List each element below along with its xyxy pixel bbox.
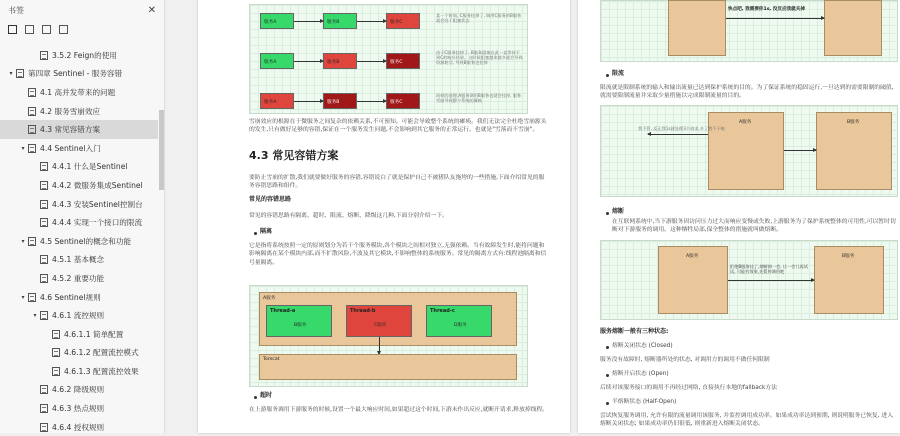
service-a-box-2: 服务A	[260, 53, 294, 69]
tomcat-box: Tomcat	[259, 354, 517, 380]
bookmark-label: 4.5.1 基本概念	[52, 255, 105, 265]
expand-chevron-icon[interactable]: ▾	[21, 237, 25, 245]
page-bookmark-icon	[40, 423, 48, 432]
page-bookmark-icon	[28, 293, 36, 302]
bookmark-label: 4.6 Sentinel规则	[40, 292, 101, 302]
bookmark-item[interactable]	[0, 158, 158, 177]
service-b-box-2: 服务B	[323, 53, 357, 69]
diagram-note-1: 某一个时间, C服务挂掉了, 调用C服务的B服务就会处于阻塞状态	[436, 13, 522, 24]
timeout-service-a	[668, 0, 726, 56]
break-service-b: B服务	[814, 246, 884, 314]
bookmarks-sidebar	[0, 0, 165, 433]
page-bookmark-icon	[40, 218, 48, 227]
paragraph-timeout: 在上游服务调用下游服务的时候,设置一个最大响应时间,如果超过这个时间,下游未作出反应,就断开请求,释放掉线程。	[249, 407, 549, 413]
state-closed: 熔断关闭状态 (Closed)	[612, 343, 673, 349]
bookmark-label: 4.6.1 流控规则	[52, 311, 105, 321]
sidebar-toolbar	[0, 20, 164, 38]
bookmark-item[interactable]	[0, 83, 158, 102]
expand-chevron-icon[interactable]: ▾	[33, 312, 37, 320]
page-bookmark-icon	[40, 274, 48, 283]
bookmark-item[interactable]	[0, 381, 158, 400]
bookmark-label: 4.4.3 安装Sentinel控制台	[52, 199, 143, 209]
expand-chevron-icon[interactable]: ▾	[21, 293, 25, 301]
bookmark-label: 4.6.3 热点规则	[52, 404, 105, 414]
break-service-a: A服务	[658, 246, 728, 314]
page-bookmark-icon	[52, 367, 60, 376]
bookmark-item[interactable]	[0, 325, 158, 344]
page-bookmark-icon	[40, 255, 48, 264]
state-open-desc: 后续对该服务接口的调用不再经过网络, 直接执行本地的fallback方法	[600, 385, 777, 391]
page-bookmark-icon	[52, 348, 60, 357]
bookmark-item[interactable]	[0, 102, 158, 121]
bookmark-item[interactable]	[0, 46, 158, 65]
bookmark-label: 4.6.1.2 配置流控模式	[64, 348, 139, 358]
thread-b-box: Thread-b C服务	[346, 305, 412, 337]
bookmark-item[interactable]	[0, 399, 158, 418]
page-bookmark-icon	[40, 181, 48, 190]
bookmark-item[interactable]	[0, 65, 158, 84]
service-a-box-1: 服务A	[260, 13, 294, 29]
page-bookmark-icon	[40, 200, 48, 209]
bookmark-item[interactable]	[0, 232, 158, 251]
rate-limit-service-a: A服务	[708, 112, 784, 190]
bookmark-item[interactable]	[0, 306, 158, 325]
service-b-box-3: 服务B	[323, 93, 357, 109]
bookmark-label: 4.4.4 实现一个接口的限流	[52, 218, 143, 228]
bookmark-label: 4.5 Sentinel的概念和功能	[40, 236, 132, 246]
state-closed-desc: 服务没有故障时, 熔断器所处的状态, 对调用方的调用不做任何限制	[600, 357, 770, 363]
bookmark-label: 4.6.2 降级规则	[52, 385, 105, 395]
paragraph-circuit-break: 在互联网系统中,当下游服务因访问压力过大而响应变慢或失败,上游服务为了保护系统整体的可用性,可以暂时切断对下游服务的调用。这种牺牲局部,保全整体的措施就叫做熔断。	[612, 219, 896, 234]
page-bookmark-icon	[52, 330, 60, 339]
rate-limit-service-b: B服务	[816, 112, 892, 190]
paragraph-isolation: 它是指将系统按照一定的原则划分为若干个服务模块,各个模块之间相对独立,无强依赖。当有故障发生时,能将问题和影响隔离在某个模块内部,而不扩散风险,不波及其它模块,不影响整体的系统服务。常见的隔离方式有:线程池隔离和信号量隔离。	[249, 243, 547, 266]
paragraph-strategies: 常见的容错思路有隔离、超时、限流、熔断、降级这几种,下面分别介绍一下。	[249, 213, 448, 219]
page-bookmark-icon	[28, 144, 36, 153]
bookmark-label: 4.4.1 什么是Sentinel	[52, 162, 128, 172]
timeout-service-b	[824, 0, 882, 56]
expand-chevron-icon[interactable]: ▾	[21, 144, 25, 152]
sidebar-header	[0, 0, 164, 20]
state-half-open-desc: 尝试恢复服务调用, 允许有限的流量调用该服务, 并监控调用成功率。如果成功率达到预期, 则说明服务已恢复, 进入熔断关闭状态; 如果成功率仍旧很低, 则重新进入熔断关闭状态。	[600, 413, 893, 428]
state-half-open: 半熔断状态 (Half-Open)	[612, 399, 677, 405]
paragraph-rate-limit: 限流就是限制系统的输入和输出流量已达到保护系统的目的。为了保证系统的稳固运行,一旦达到的需要限制的阈值,就需要限制流量并采取少量措施以完成限制流量的目的。	[600, 85, 894, 100]
diagram-note-3: 同样的道理,A服务调用B服务也就会挂掉, 服务雪崩导致整个系统的瘫痪	[436, 93, 522, 104]
document-page-left	[198, 0, 570, 433]
bookmark-item[interactable]	[0, 195, 158, 214]
page-bookmark-icon	[16, 69, 24, 78]
paragraph-intro: 要防止雪崩的扩散,我们就要做好服务的容错,容错说白了就是保护自己不被猪队友拖垮的一些措施,下面介绍常见的服务容错思路和组件。	[249, 175, 545, 190]
thumbnail-view-icon[interactable]	[25, 25, 34, 34]
service-a-container: A服务	[259, 292, 517, 346]
service-c-box-2: 服务C	[386, 53, 420, 69]
bookmark-label: 4.6.1.3 配置流控效果	[64, 366, 139, 376]
delete-bookmark-icon[interactable]	[59, 25, 68, 34]
bookmark-label: 第四章 Sentinel - 服务容错	[28, 69, 123, 79]
sidebar-title: 书签	[8, 5, 24, 15]
bookmark-view-icon[interactable]	[8, 25, 17, 34]
subheading-fault-tolerance: 常见的容错思路	[249, 196, 292, 203]
bookmark-item[interactable]	[0, 251, 158, 270]
bookmark-item[interactable]	[0, 213, 158, 232]
page-bookmark-icon	[40, 311, 48, 320]
expand-chevron-icon[interactable]: ▾	[9, 70, 13, 78]
bullet-isolation: 隔离	[260, 228, 273, 235]
states-title: 服务熔断一般有三种状态:	[600, 328, 669, 335]
bookmark-label: 4.3 常见容错方案	[40, 125, 101, 135]
service-b-box-1: 服务B	[323, 13, 357, 29]
section-heading-4-3: 4.3 常见容错方案	[249, 149, 339, 162]
bookmark-label: 4.4 Sentinel入门	[40, 143, 101, 153]
bookmark-item[interactable]	[0, 120, 158, 139]
page-bookmark-icon	[28, 88, 36, 97]
page-bookmark-icon	[28, 107, 36, 116]
bookmark-label: 4.5.2 重要功能	[52, 273, 105, 283]
bookmark-list	[0, 46, 158, 436]
bookmark-label: 3.5.2 Feign的使用	[52, 50, 117, 60]
thread-c-box: Thread-c D服务	[426, 305, 492, 337]
close-icon[interactable]: ✕	[147, 4, 156, 16]
page-bookmark-icon	[28, 125, 36, 134]
bookmark-item[interactable]	[0, 269, 158, 288]
bookmark-item[interactable]	[0, 288, 158, 307]
bookmark-item[interactable]	[0, 418, 158, 436]
service-c-box-1: 服务C	[386, 13, 420, 29]
bookmark-label: 4.4.2 微服务集成Sentinel	[52, 180, 143, 190]
paragraph-avalanche: 雪崩效应的根源在于微服务之间复杂的依赖关系,不可预知。可能会导致整个系统的瘫痪。我们无法完全杜绝雪崩源头的发生,只有做好足够的容错,保证在一个服务发生问题,不会影响到其它服务的正常运行。也就是"雪落而不雪崩"。	[249, 119, 547, 134]
add-bookmark-icon[interactable]	[42, 25, 51, 34]
bookmark-label: 4.6.4 授权规则	[52, 422, 105, 432]
bookmark-label: 4.2 服务雪崩效应	[40, 106, 101, 116]
sidebar-scrollbar[interactable]	[159, 110, 164, 190]
page-bookmark-icon	[40, 404, 48, 413]
page-bookmark-icon	[28, 237, 36, 246]
bookmark-label: 4.6.1.1 简单配置	[64, 329, 124, 339]
bullet-rate-limit: 限流	[612, 70, 625, 77]
page-bookmark-icon	[40, 162, 48, 171]
bookmark-label: 4.1 高并发带来的问题	[40, 87, 116, 97]
timeout-note: 快点吧, 我需要你1s, 没反应我就关掉	[728, 7, 805, 12]
page-bookmark-icon	[40, 51, 48, 60]
bookmark-item[interactable]	[0, 344, 158, 363]
bookmark-item[interactable]	[0, 176, 158, 195]
document-page-right	[578, 0, 900, 433]
rate-limit-note: 我不管, 反正我1s就处理3个请求,多了我不干啦	[638, 126, 725, 131]
service-a-box-3: 服务A	[260, 93, 294, 109]
bullet-timeout: 超时	[260, 392, 273, 399]
page-bookmark-icon	[40, 385, 48, 394]
service-c-box-3: 服务C	[386, 93, 420, 109]
bookmark-item[interactable]	[0, 139, 158, 158]
state-open: 熔断开启状态 (Open)	[612, 371, 669, 377]
diagram-note-2: 由于C服务挂掉了, B服务阻塞在此一直等待不到C的响应结果。这时候阻塞越来越多就会导致资源耗尽, 导致B服务也挂掉	[436, 50, 523, 66]
bookmark-item[interactable]	[0, 362, 158, 381]
thread-a-box: Thread-a B服务	[266, 305, 332, 337]
bullet-circuit-break: 熔断	[612, 208, 625, 215]
break-note: 拒绝B服务挂了,熔断掉一会, 让一会儿再试试, 可能有效果,先暂停调用吧	[730, 264, 809, 275]
